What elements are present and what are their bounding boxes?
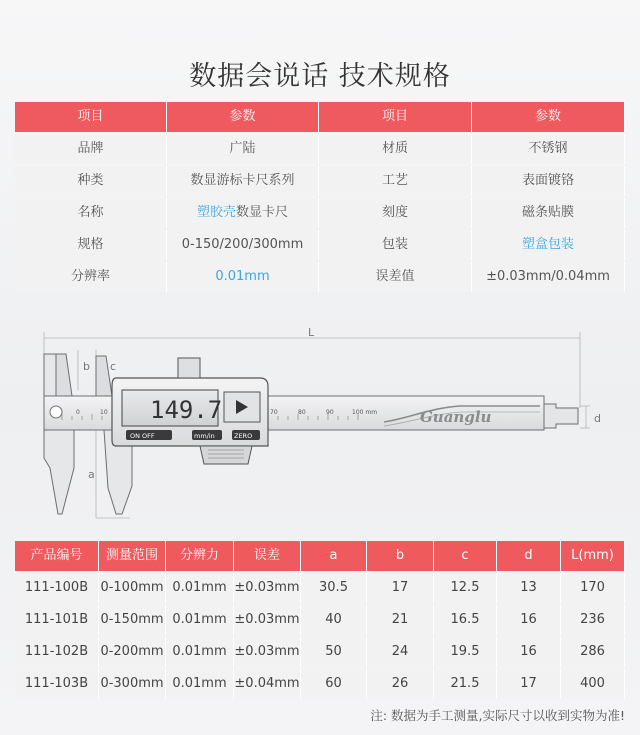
spec-cell: 不锈钢 xyxy=(472,134,625,164)
size-cell: 236 xyxy=(561,605,625,635)
size-cell: 0.01mm xyxy=(166,669,234,699)
size-cell: 24 xyxy=(367,637,434,667)
spec-table xyxy=(15,102,625,292)
size-cell: 12.5 xyxy=(434,573,497,603)
spec-cell: 广陆 xyxy=(167,134,319,164)
size-cell: 170 xyxy=(561,573,625,603)
size-cell: ±0.03mm xyxy=(234,637,301,667)
on-off-label: ON OFF xyxy=(130,432,155,440)
size-cell: 400 xyxy=(561,669,625,699)
spec-cell: 品牌 xyxy=(15,134,167,164)
spec-cell: 误差值 xyxy=(319,262,472,292)
spec-cell: 包装 xyxy=(319,230,472,260)
size-cell: 17 xyxy=(497,669,561,699)
spec-cell: 规格 xyxy=(15,230,167,260)
spec-cell: 材质 xyxy=(319,134,472,164)
label-c: c xyxy=(110,360,117,373)
depth-rod xyxy=(544,404,578,428)
scale-label: 10 xyxy=(100,409,108,416)
spec-cell: 磁条贴膜 xyxy=(472,198,625,228)
spec-cell: 种类 xyxy=(15,166,167,196)
size-table xyxy=(15,541,625,699)
size-cell: 0-200mm xyxy=(99,637,166,667)
size-cell: 0-300mm xyxy=(99,669,166,699)
spec-header: 参数 xyxy=(167,102,319,132)
spec-cell: 0-150/200/300mm xyxy=(167,230,319,260)
spec-header: 参数 xyxy=(472,102,625,132)
size-cell: ±0.03mm xyxy=(234,573,301,603)
size-cell: 30.5 xyxy=(301,573,367,603)
zero-label: ZERO xyxy=(234,432,253,440)
size-cell: 21.5 xyxy=(434,669,497,699)
spec-cell: 工艺 xyxy=(319,166,472,196)
label-b: b xyxy=(83,360,90,373)
label-d: d xyxy=(594,412,601,425)
size-cell: 0-100mm xyxy=(99,573,166,603)
spec-header: 项目 xyxy=(319,102,472,132)
lcd-value: 149.7 xyxy=(150,396,223,424)
spec-cell-name xyxy=(167,198,319,228)
size-cell: 16 xyxy=(497,605,561,635)
caliper-drawing xyxy=(0,318,640,538)
size-header: a xyxy=(301,541,367,571)
size-cell: 40 xyxy=(301,605,367,635)
size-cell: 19.5 xyxy=(434,637,497,667)
scale-label: 100 mm xyxy=(352,409,378,416)
thumb-wheel xyxy=(178,358,200,378)
scale-label: 0 xyxy=(76,409,80,416)
size-cell: 13 xyxy=(497,573,561,603)
size-cell: 26 xyxy=(367,669,434,699)
size-cell: 21 xyxy=(367,605,434,635)
brand-script: Guanglu xyxy=(420,408,492,426)
size-header: L(mm) xyxy=(561,541,625,571)
size-cell: 111-102B xyxy=(15,637,99,667)
footnote: 注: 数据为手工测量,实际尺寸以收到实物为准! xyxy=(370,708,625,723)
spec-cell: 刻度 xyxy=(319,198,472,228)
spec-cell: 分辨率 xyxy=(15,262,167,292)
size-header: d xyxy=(497,541,561,571)
spec-cell-highlight: 0.01mm xyxy=(167,262,319,292)
grip xyxy=(200,446,252,464)
scale-label: 80 xyxy=(298,409,306,416)
spec-cell-highlight: 塑盒包装 xyxy=(472,230,625,260)
dimension-d xyxy=(580,406,590,428)
size-cell: 50 xyxy=(301,637,367,667)
plain-text: 数显卡尺 xyxy=(236,205,289,220)
size-cell: 17 xyxy=(367,573,434,603)
size-cell: 0.01mm xyxy=(166,637,234,667)
size-header: 分辨力 xyxy=(166,541,234,571)
size-cell: 0.01mm xyxy=(166,573,234,603)
size-header: b xyxy=(367,541,434,571)
size-header: 误差 xyxy=(234,541,301,571)
spec-header: 项目 xyxy=(15,102,167,132)
size-cell: 16 xyxy=(497,637,561,667)
fixed-jaw xyxy=(44,430,74,514)
mm-inch-label: mm/in xyxy=(194,432,215,440)
scale-label: 90 xyxy=(326,409,334,416)
size-header: 产品编号 xyxy=(15,541,99,571)
size-cell: 111-100B xyxy=(15,573,99,603)
size-cell: 0-150mm xyxy=(99,605,166,635)
size-cell: 16.5 xyxy=(434,605,497,635)
size-cell: 111-101B xyxy=(15,605,99,635)
label-a: a xyxy=(88,468,95,481)
size-cell: ±0.03mm xyxy=(234,605,301,635)
spec-cell: 数显游标卡尺系列 xyxy=(167,166,319,196)
size-cell: 286 xyxy=(561,637,625,667)
scale-label: 70 xyxy=(270,409,278,416)
size-header: c xyxy=(434,541,497,571)
logo-mark xyxy=(50,406,62,418)
size-header: 测量范围 xyxy=(99,541,166,571)
size-cell: 0.01mm xyxy=(166,605,234,635)
size-cell: ±0.04mm xyxy=(234,669,301,699)
spec-cell: ±0.03mm/0.04mm xyxy=(472,262,625,292)
page-title: 数据会说话 技术规格 xyxy=(189,61,451,92)
size-cell: 111-103B xyxy=(15,669,99,699)
highlight-text: 塑胶壳 xyxy=(196,205,236,220)
spec-cell: 名称 xyxy=(15,198,167,228)
label-L: L xyxy=(308,326,315,339)
size-cell: 60 xyxy=(301,669,367,699)
spec-cell: 表面镀铬 xyxy=(472,166,625,196)
